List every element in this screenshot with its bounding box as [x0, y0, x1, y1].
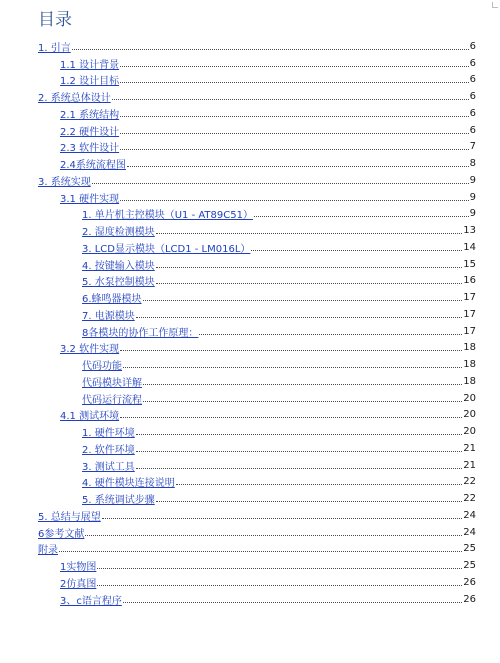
toc-entry-page-number: 25	[463, 543, 476, 555]
toc-entry-page-number: 21	[463, 459, 476, 471]
toc-dot-leader	[120, 149, 469, 150]
toc-entry-page-number: 9	[469, 174, 476, 186]
toc-dot-leader	[102, 518, 463, 519]
toc-entry[interactable]	[0, 541, 500, 558]
toc-entry-link[interactable]: 代码运行流程	[82, 394, 142, 406]
toc-entry[interactable]	[0, 256, 500, 273]
toc-entry-link[interactable]: 3. LCD显示模块（LCD1 - LM016L）	[82, 243, 251, 255]
toc-entry[interactable]	[0, 306, 500, 323]
toc-dot-leader	[251, 250, 462, 251]
toc-entry-link[interactable]: 4. 硬件模块连接说明	[82, 478, 175, 490]
toc-dot-leader	[199, 334, 462, 335]
toc-entry-page-number: 14	[463, 241, 476, 253]
toc-entry[interactable]	[0, 172, 500, 189]
toc-entry-page-number: 6	[469, 57, 476, 69]
toc-dot-leader	[136, 317, 463, 318]
toc-dot-leader	[136, 468, 463, 469]
toc-dot-leader	[72, 49, 469, 50]
toc-entry-link[interactable]: 5. 水泵控制模块	[82, 277, 155, 289]
toc-dot-leader	[120, 200, 469, 201]
toc-entry[interactable]	[0, 490, 500, 507]
toc-entry-page-number: 26	[463, 576, 476, 588]
toc-entry[interactable]	[0, 574, 500, 591]
toc-entry-page-number: 16	[463, 275, 476, 287]
toc-entry-link[interactable]: 1.1 设计背景	[60, 59, 120, 71]
toc-entry[interactable]	[0, 340, 500, 357]
toc-dot-leader	[156, 501, 463, 502]
toc-entry[interactable]	[0, 356, 500, 373]
toc-entry-link[interactable]: 4.1 测试环境	[60, 411, 120, 423]
toc-entry-page-number: 22	[463, 476, 476, 488]
toc-entry[interactable]	[0, 122, 500, 139]
toc-entry-link[interactable]: 3.2 软件实现	[60, 344, 120, 356]
toc-entry-page-number: 6	[469, 91, 476, 103]
toc-entry-page-number: 20	[463, 409, 476, 421]
toc-entry-page-number: 20	[463, 426, 476, 438]
toc-entry[interactable]	[0, 72, 500, 89]
toc-entry[interactable]	[0, 407, 500, 424]
toc-entry-page-number: 6	[469, 40, 476, 52]
toc-entry-link[interactable]: 2仿真图	[60, 578, 97, 590]
toc-dot-leader	[143, 300, 463, 301]
toc-entry-link[interactable]: 代码功能	[82, 361, 122, 373]
toc-entry[interactable]	[0, 440, 500, 457]
toc-entry-link[interactable]: 6.蜂鸣器模块	[82, 294, 142, 306]
toc-entry[interactable]	[0, 222, 500, 239]
toc-dot-leader	[176, 484, 463, 485]
toc-dot-leader	[123, 602, 462, 603]
toc-dot-leader	[127, 166, 469, 167]
toc-entry[interactable]	[0, 507, 500, 524]
toc-entry-link[interactable]: 1.2 设计目标	[60, 76, 120, 88]
toc-entry-page-number: 8	[469, 158, 476, 170]
toc-entry-link[interactable]: 2.4系统流程图	[60, 160, 126, 172]
toc-dot-leader	[120, 82, 469, 83]
toc-entry-page-number: 9	[469, 208, 476, 220]
toc-dot-leader	[120, 133, 469, 134]
toc-entry-page-number: 13	[463, 225, 476, 237]
toc-entry-page-number: 17	[463, 308, 476, 320]
toc-entry[interactable]	[0, 88, 500, 105]
toc-entry[interactable]	[0, 390, 500, 407]
toc-dot-leader	[120, 66, 469, 67]
toc-entry-link[interactable]: 代码模块详解	[82, 377, 142, 389]
toc-entry-link[interactable]: 7. 电源模块	[82, 310, 135, 322]
toc-entry[interactable]	[0, 206, 500, 223]
toc-entry-link[interactable]: 5. 系统调试步骤	[82, 495, 155, 507]
toc-entry[interactable]	[0, 474, 500, 491]
toc-entry-page-number: 18	[463, 342, 476, 354]
toc-entry-link[interactable]: 2.3 软件设计	[60, 143, 120, 155]
toc-entry[interactable]	[0, 373, 500, 390]
toc-entry-page-number: 6	[469, 124, 476, 136]
toc-entry[interactable]	[0, 189, 500, 206]
toc-entry-page-number: 18	[463, 359, 476, 371]
toc-entry-page-number: 17	[463, 292, 476, 304]
toc-entry-link[interactable]: 4. 按键输入模块	[82, 260, 155, 272]
toc-entry-link[interactable]: 3.1 硬件实现	[60, 193, 120, 205]
toc-entry-page-number: 24	[463, 509, 476, 521]
toc-entry[interactable]	[0, 155, 500, 172]
toc-dot-leader	[156, 283, 463, 284]
toc-entry-page-number: 15	[463, 258, 476, 270]
toc-entry-page-number: 7	[469, 141, 476, 153]
toc-entry-page-number: 17	[463, 325, 476, 337]
toc-entry-link[interactable]: 8各模块的协作工作原理：	[82, 327, 199, 339]
table-of-contents	[0, 38, 500, 608]
toc-entry-page-number: 6	[469, 107, 476, 119]
toc-entry-page-number: 20	[463, 392, 476, 404]
toc-dot-leader	[112, 99, 469, 100]
toc-entry[interactable]	[0, 457, 500, 474]
toc-entry-link[interactable]: 3. 系统实现	[38, 176, 91, 188]
toc-entry-link[interactable]: 3. 测试工具	[82, 461, 135, 473]
toc-dot-leader	[143, 384, 462, 385]
toc-entry-page-number: 18	[463, 375, 476, 387]
toc-entry-link[interactable]: 2. 湿度检测模块	[82, 227, 155, 239]
toc-entry-link[interactable]: 1. 单片机主控模块（U1 - AT89C51）	[82, 210, 253, 222]
toc-entry-link[interactable]: 2.2 硬件设计	[60, 126, 120, 138]
toc-dot-leader	[254, 216, 469, 217]
toc-entry-link[interactable]: 2.1 系统结构	[60, 109, 120, 121]
toc-entry[interactable]	[0, 38, 500, 55]
toc-entry-link[interactable]: 1. 引言	[38, 42, 71, 54]
toc-entry[interactable]	[0, 323, 500, 340]
toc-title: 目录	[38, 10, 72, 30]
toc-dot-leader	[156, 233, 463, 234]
toc-dot-leader	[97, 568, 462, 569]
toc-entry-link[interactable]: 2. 软件环境	[82, 444, 135, 456]
toc-entry[interactable]	[0, 105, 500, 122]
toc-entry[interactable]	[0, 591, 500, 608]
toc-entry-page-number: 9	[469, 191, 476, 203]
toc-dot-leader	[136, 434, 463, 435]
toc-entry-page-number: 24	[463, 526, 476, 538]
toc-entry[interactable]	[0, 273, 500, 290]
toc-entry-link[interactable]: 6参考文献	[38, 528, 85, 540]
toc-entry[interactable]	[0, 423, 500, 440]
toc-entry-link[interactable]: 5. 总结与展望	[38, 511, 101, 523]
toc-entry-page-number: 6	[469, 74, 476, 86]
toc-dot-leader	[59, 551, 462, 552]
page-corner-mark	[492, 2, 498, 8]
toc-dot-leader	[85, 535, 462, 536]
toc-entry-page-number: 22	[463, 493, 476, 505]
toc-dot-leader	[120, 116, 469, 117]
toc-entry[interactable]	[0, 239, 500, 256]
toc-dot-leader	[120, 350, 462, 351]
toc-entry-link[interactable]: 附录	[38, 545, 58, 557]
toc-dot-leader	[123, 367, 462, 368]
toc-entry-page-number: 26	[463, 593, 476, 605]
toc-dot-leader	[92, 183, 469, 184]
toc-entry-page-number: 21	[463, 442, 476, 454]
toc-dot-leader	[136, 451, 463, 452]
toc-entry-link[interactable]: 1实物图	[60, 562, 97, 574]
toc-entry[interactable]	[0, 55, 500, 72]
toc-dot-leader	[143, 401, 462, 402]
toc-entry[interactable]	[0, 524, 500, 541]
toc-dot-leader	[120, 417, 462, 418]
toc-entry-link[interactable]: 3、c语言程序	[60, 595, 122, 607]
toc-dot-leader	[97, 585, 462, 586]
toc-entry[interactable]	[0, 139, 500, 156]
toc-entry-link[interactable]: 1. 硬件环境	[82, 428, 135, 440]
toc-dot-leader	[156, 267, 463, 268]
toc-entry[interactable]	[0, 289, 500, 306]
toc-entry-page-number: 25	[463, 560, 476, 572]
toc-entry-link[interactable]: 2. 系统总体设计	[38, 93, 111, 105]
toc-entry[interactable]	[0, 557, 500, 574]
